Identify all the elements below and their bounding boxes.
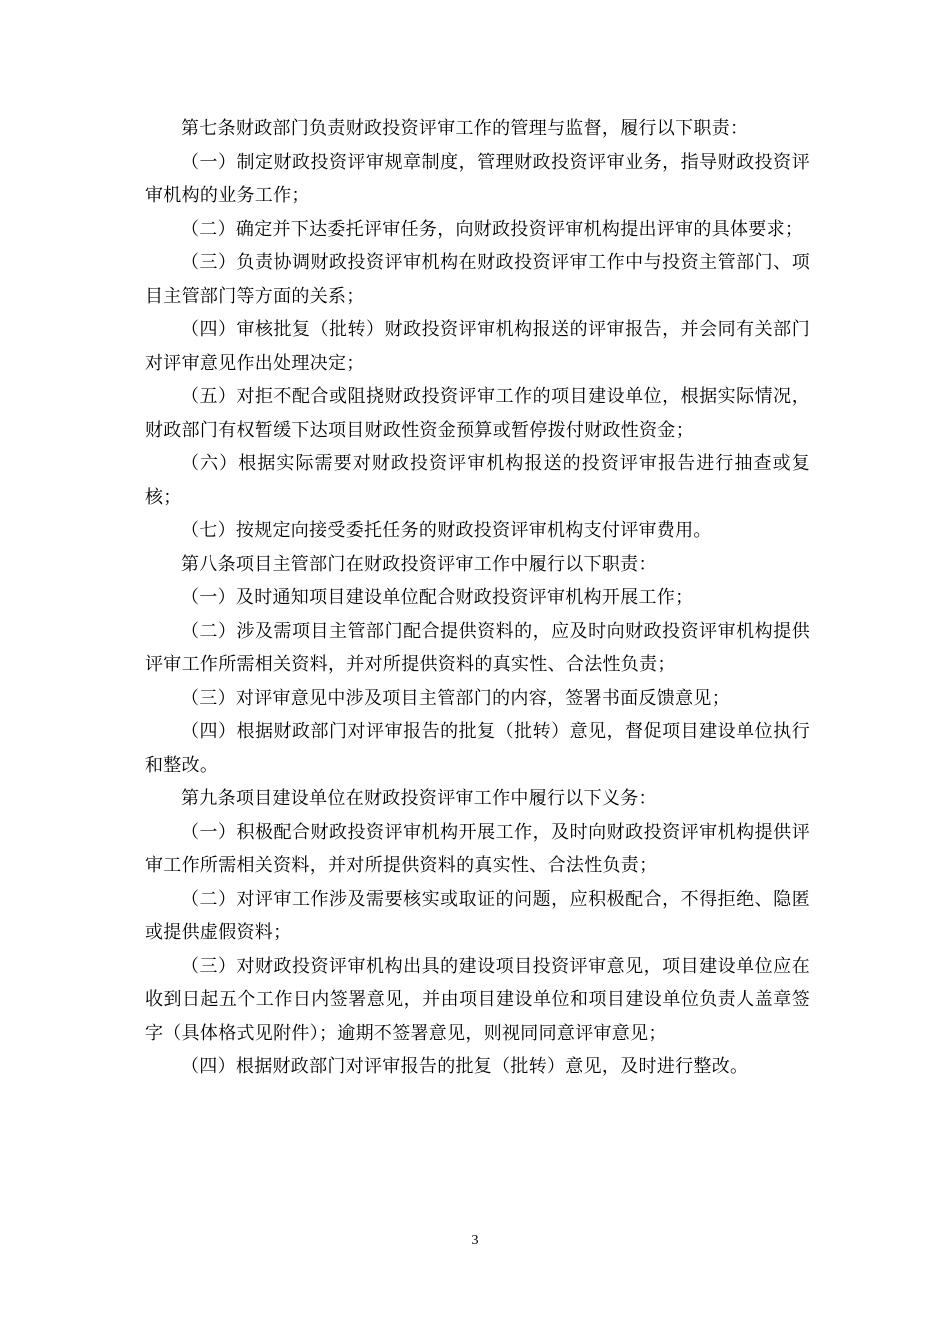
document-body (145, 112, 810, 1084)
article-9-heading: 第九条项目建设单位在财政投资评审工作中履行以下义务： (181, 788, 657, 809)
article-7-item-4: （四）审核批复（批转）财政投资评审机构报送的评审报告，并会同有关部门对评审意见作出处理决定； (145, 319, 810, 374)
page-number: 3 (471, 1233, 479, 1248)
article-7-item-3: （三）负责协调财政投资评审机构在财政投资评审工作中与投资主管部门、项目主管部门等方面的关系； (145, 252, 810, 307)
article-9-item-3: （三）对财政投资评审机构出具的建设项目投资评审意见，项目建设单位应在收到日起五个工作日内签署意见，并由项目建设单位和项目建设单位负责人盖章签字（具体格式见附件）；逾期不签署意见，则视同同意评审意见； (145, 955, 810, 1044)
article-9-item-2: （二）对评审工作涉及需要核实或取证的问题，应积极配合，不得拒绝、隐匿或提供虚假资料； (145, 888, 810, 943)
article-8-item-3: （三）对评审意见中涉及项目主管部门的内容，签署书面反馈意见； (181, 687, 730, 709)
article-8-item-1: （一）及时通知项目建设单位配合财政投资评审机构开展工作； (181, 587, 694, 608)
article-9-item-1: （一）积极配合财政投资评审机构开展工作，及时向财政投资评审机构提供评审工作所需相关资料，并对所提供资料的真实性、合法性负责； (145, 821, 810, 876)
article-9-item-4: （四）根据财政部门对评审报告的批复（批转）意见，及时进行整改。 (181, 1056, 749, 1077)
article-7-item-1: （一）制定财政投资评审规章制度，管理财政投资评审业务，指导财政投资评审机构的业务工作； (145, 151, 810, 206)
article-7-heading: 第七条财政部门负责财政投资评审工作的管理与监督，履行以下职责： (181, 118, 749, 139)
article-8-heading: 第八条项目主管部门在财政投资评审工作中履行以下职责： (181, 553, 657, 575)
article-8-item-4: （四）根据财政部门对评审报告的批复（批转）意见，督促项目建设单位执行和整改。 (145, 721, 810, 776)
article-7-item-5: （五）对拒不配合或阻挠财政投资评审工作的项目建设单位，根据实际情况，财政部门有权暂缓下达项目财政性资金预算或暂停拨付财政性资金； (145, 386, 810, 441)
article-8-item-2: （二）涉及需项目主管部门配合提供资料的，应及时向财政投资评审机构提供评审工作所需相关资料，并对所提供资料的真实性、合法性负责； (145, 620, 810, 675)
article-7-item-2: （二）确定并下达委托评审任务，向财政投资评审机构提出评审的具体要求； (181, 218, 804, 240)
article-7-item-6: （六）根据实际需要对财政投资评审机构报送的投资评审报告进行抽查或复核； (145, 453, 810, 508)
article-7-item-7: （七）按规定向接受委托任务的财政投资评审机构支付评审费用。 (181, 520, 712, 541)
